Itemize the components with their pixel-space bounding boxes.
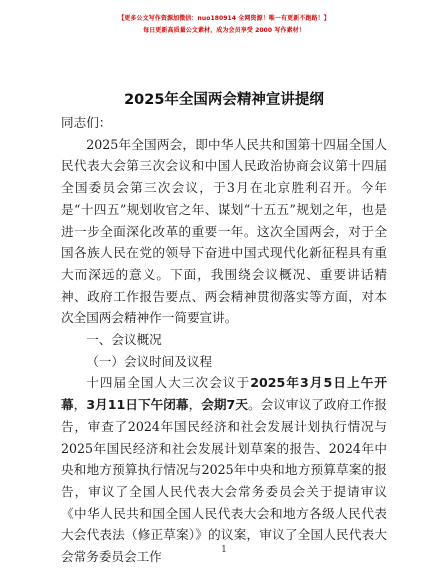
page-number: 1 [221, 545, 227, 555]
paragraph-text: 。会议审议了政府工作报告，审查了2024年国民经济和社会发展计划执行情况与2025年国民经济和社会发展计划草案的报告、2024年中央和地方预算执行情况与2025年中央和地方预算草案的报告，审议了全国人民代表大会常务委员会关于提请审议《中华人民共和国全国人民代表大会和地方各级人民代表大会代表法（修正草案）》的议案，审议了全国人民代表大会常务委员会工作 [61, 397, 388, 565]
subsection-heading-1: （一）会议时间及议程 [86, 353, 213, 369]
bold-duration: 会期7天 [201, 397, 248, 413]
intro-paragraph: 2025年全国两会，即中华人民共和国第十四届全国人民代表大会第三次会议和中国人民政治协商会议第十四届全国委员会第三次会议，于3月在北京胜利召开。今年是“十四五”规划收官之年、谋划“十五五”规划之年，也是进一步全面深化改革的重要一年。这次全国两会，对于全国各族人民在党的领导下奋进中国式现代化新征程具有重大而深远的意义。下面，我围绕会议概况、重要讲话精神、政府工作报告要点、两会精神贯彻落实等方面，对本次全国两会精神作一简要宣讲。 [61, 136, 387, 326]
paragraph-text: 十四届全国人大三次会议于 [86, 375, 251, 391]
promo-line-2: 每日更新高质量公文素材，成为会员享受 2000 写作素材！ [143, 27, 305, 34]
salutation: 同志们： [61, 115, 112, 130]
document-body [61, 112, 387, 568]
meeting-schedule-paragraph [61, 372, 387, 567]
document-title: 2025年全国两会精神宣讲提纲 [124, 92, 324, 108]
section-heading-1: 一、会议概况 [86, 332, 162, 348]
promo-banner [0, 13, 448, 37]
bold-opening-date: 2025年3月5日上午开幕 [61, 375, 388, 413]
bold-closing-date: 3月11日下午闭幕 [86, 397, 189, 413]
paragraph-text: ， [188, 397, 202, 413]
promo-line-1: 【更多公文写作资源加微信：nuo180914 全网资源！唯一有更新不跑路！】 [118, 15, 330, 22]
paragraph-text: ， [73, 397, 87, 413]
